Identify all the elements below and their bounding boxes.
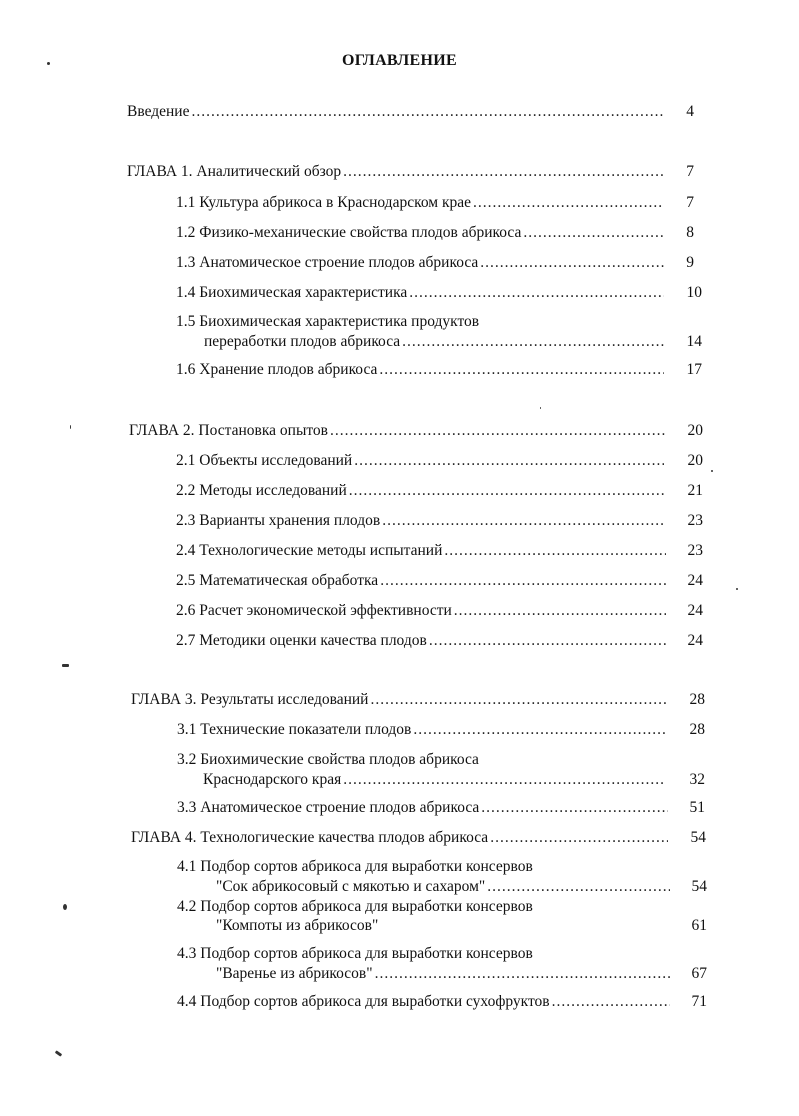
toc-entry-1-3: [176, 254, 666, 272]
dot-leader: [380, 572, 666, 590]
toc-entry-label: 2.3 Варианты хранения плодов: [176, 512, 381, 529]
toc-page-number: 24: [687, 572, 703, 589]
dot-leader: [454, 602, 666, 620]
scan-speck: [47, 62, 50, 65]
toc-entry-intro: [127, 103, 667, 121]
toc-entry-2-5: [176, 572, 668, 590]
scan-speck: [70, 425, 71, 429]
dot-leader: [480, 254, 664, 272]
toc-entry-label: 3.1 Технические показатели плодов: [177, 721, 412, 738]
toc-entry-label: 2.4 Технологические методы испытаний: [176, 542, 443, 559]
toc-entry-chapter-2: [129, 422, 667, 440]
dot-leader: [330, 422, 665, 440]
dot-leader: [444, 542, 666, 560]
toc-entry-2-7: [176, 632, 668, 650]
toc-entry-label: 1.3 Анатомическое строение плодов абрикоса: [176, 254, 479, 271]
dot-leader: [191, 103, 665, 121]
toc-page-number: 8: [686, 224, 694, 241]
toc-entry-1-5: [204, 333, 666, 351]
dot-leader: [343, 771, 666, 789]
dot-leader: [429, 632, 666, 650]
toc-entry-4-4: [177, 993, 672, 1011]
toc-entry-4-1: [216, 878, 672, 896]
toc-entry-label: Введение: [127, 103, 190, 120]
toc-entry-label: 2.1 Объекты исследований: [176, 452, 353, 469]
toc-page-number: 20: [687, 452, 703, 469]
toc-entry-label: 1.6 Хранение плодов абрикоса: [176, 361, 378, 378]
toc-page-number: 23: [687, 542, 703, 559]
toc-entry-label: "Варенье из абрикосов": [216, 965, 373, 982]
dot-leader: [490, 829, 668, 847]
toc-page-number: 7: [686, 163, 694, 180]
dot-leader: [370, 691, 666, 709]
toc-entry-4-2-first-line: 4.2 Подбор сортов абрикоса для выработки консервов: [177, 898, 533, 915]
dot-leader: [552, 993, 670, 1011]
toc-page-number: 23: [687, 512, 703, 529]
toc-page-number: 28: [689, 721, 705, 738]
scan-speck: [63, 904, 67, 910]
dot-leader: [354, 452, 664, 470]
toc-entry-label: 1.2 Физико-механические свойства плодов абрикоса: [176, 224, 522, 241]
toc-entry-3-3: [177, 799, 670, 817]
toc-entry-label: 1.1 Культура абрикоса в Краснодарском крае: [176, 194, 471, 211]
dot-leader: [409, 284, 664, 302]
toc-page-number: 51: [689, 799, 705, 816]
toc-page-number: 24: [687, 602, 703, 619]
toc-entry-label: ГЛАВА 1. Аналитический обзор: [127, 163, 342, 180]
dot-leader: [349, 482, 664, 500]
toc-entry-label: ГЛАВА 2. Постановка опытов: [129, 422, 328, 439]
toc-entry-3-1: [177, 721, 668, 739]
scan-speck: [540, 407, 541, 409]
dot-leader: [487, 878, 670, 896]
toc-entry-2-2: [176, 482, 666, 500]
toc-page-number: 32: [689, 771, 705, 788]
toc-entry-chapter-1: [127, 163, 667, 181]
toc-page-number: 4: [686, 103, 694, 120]
toc-page-number: 71: [691, 993, 707, 1010]
toc-entry-2-4: [176, 542, 668, 560]
toc-page-number: 20: [687, 422, 703, 439]
dot-leader: [375, 965, 670, 983]
toc-entry-label: 1.4 Биохимическая характеристика: [176, 284, 408, 301]
toc-entry-label: 4.4 Подбор сортов абрикоса для выработки сухофруктов: [177, 993, 550, 1010]
toc-entry-label: 2.5 Математическая обработка: [176, 572, 379, 589]
toc-entry-chapter-4: [131, 829, 670, 847]
toc-page-number: 9: [686, 254, 694, 271]
toc-entry-chapter-3: [131, 691, 668, 709]
scan-speck: [711, 470, 713, 472]
toc-entry-label: ГЛАВА 3. Результаты исследований: [131, 691, 369, 708]
toc-page-number: 21: [687, 482, 703, 499]
toc-page-number: 14: [686, 333, 702, 350]
toc-entry-label: 2.7 Методики оценки качества плодов: [176, 632, 427, 649]
toc-entry-label: 3.3 Анатомическое строение плодов абрикоса: [177, 799, 480, 816]
toc-entry-label: Краснодарского края: [203, 771, 342, 788]
toc-entry-3-2: [203, 771, 668, 789]
toc-page-number: 54: [690, 829, 706, 846]
toc-entry-2-3: [176, 512, 666, 530]
scan-speck: [55, 1050, 62, 1056]
toc-entry-4-2: [216, 917, 396, 935]
toc-entry-1-5-first-line: 1.5 Биохимическая характеристика продуктов: [176, 313, 480, 330]
toc-entry-label: 2.2 Методы исследований: [176, 482, 347, 499]
dot-leader: [523, 224, 664, 242]
toc-page-number: 24: [687, 632, 703, 649]
dot-leader: [402, 333, 664, 351]
toc-entry-label: 2.6 Расчет экономической эффективности: [176, 602, 452, 619]
toc-page-number: 17: [686, 361, 702, 378]
toc-page-number: 54: [691, 878, 707, 895]
scan-speck: [62, 664, 69, 667]
toc-entry-1-1: [176, 194, 666, 212]
dot-leader: [343, 163, 665, 181]
toc-entry-label: ГЛАВА 4. Технологические качества плодов абрикоса: [131, 829, 489, 846]
toc-entry-label: переработки плодов абрикоса: [204, 333, 401, 350]
scan-speck: [736, 588, 738, 590]
dot-leader: [481, 799, 668, 817]
dot-leader: [379, 361, 664, 379]
toc-entry-1-4: [176, 284, 666, 302]
toc-entry-4-3-first-line: 4.3 Подбор сортов абрикоса для выработки консервов: [177, 945, 533, 962]
toc-entry-label: "Компоты из абрикосов": [216, 917, 379, 934]
toc-entry-4-1-first-line: 4.1 Подбор сортов абрикоса для выработки консервов: [177, 858, 533, 875]
toc-entry-1-6: [176, 361, 666, 379]
toc-entry-1-2: [176, 224, 666, 242]
toc-page-number: 28: [689, 691, 705, 708]
toc-entry-3-2-first-line: 3.2 Биохимические свойства плодов абрикоса: [177, 751, 479, 768]
dot-leader: [382, 512, 664, 530]
toc-entry-2-1: [176, 452, 666, 470]
toc-page-number: 61: [691, 917, 707, 934]
dot-leader: [413, 721, 666, 739]
toc-page-number: 67: [691, 965, 707, 982]
dot-leader: [473, 194, 664, 212]
toc-entry-4-3: [216, 965, 672, 983]
toc-page-number: 10: [686, 284, 702, 301]
toc-entry-2-6: [176, 602, 668, 620]
toc-entry-label: "Сок абрикосовый с мякотью и сахаром": [216, 878, 486, 895]
toc-title: ОГЛАВЛЕНИЕ: [342, 52, 457, 69]
toc-page-number: 7: [686, 194, 694, 211]
